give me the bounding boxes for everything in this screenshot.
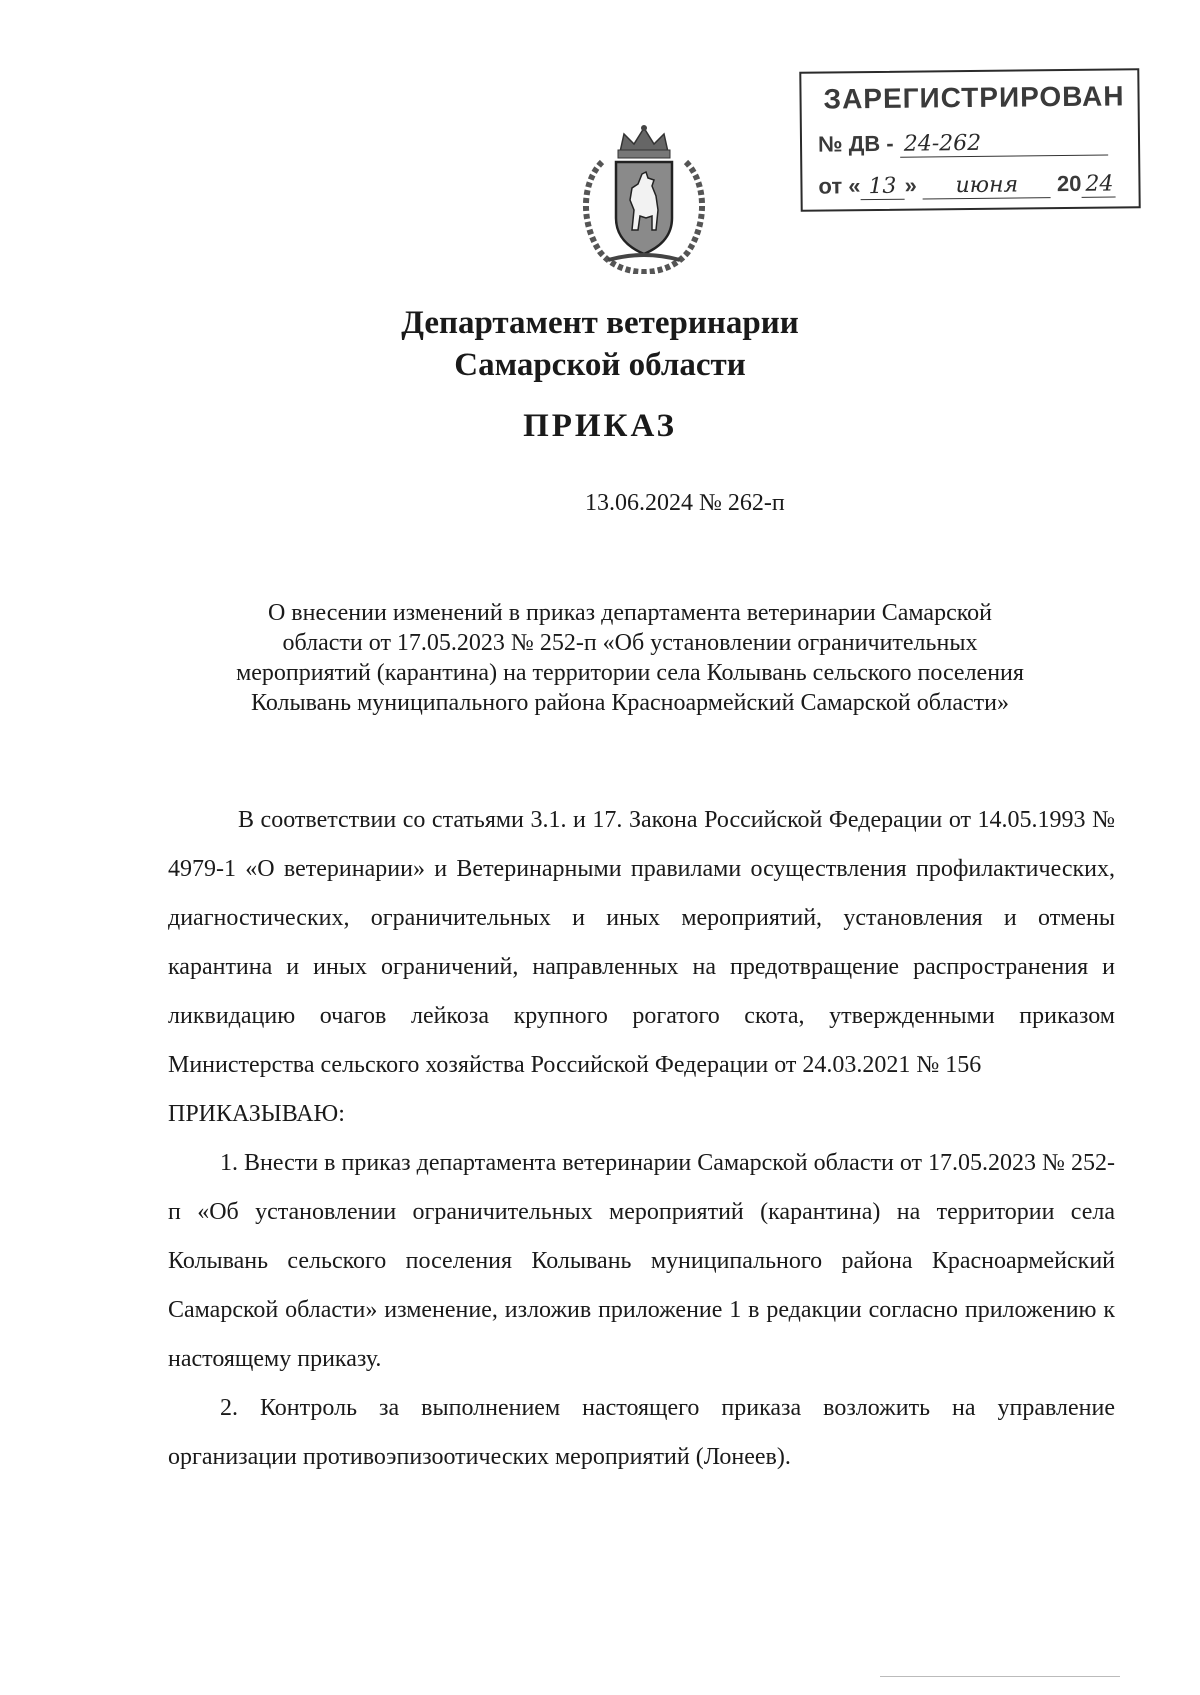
subject-line-3: мероприятий (карантина) на территории села Колывань сельского поселения xyxy=(236,660,1024,686)
stamp-number-value: 24-262 xyxy=(900,130,1108,158)
stamp-month: июня xyxy=(923,172,1051,199)
order-item-1: 1. Внести в приказ департамента ветеринарии Самарской области от 17.05.2023 № 252-п «Об установлении ограничительных мероприятий (карантина) на территории села Колывань сельского поселения Колывань муниципального района Красноармейский Самарской области» изменение, изложив приложение 1 в редакции согласно приложению к настоящему приказу. xyxy=(168,1150,1115,1372)
stamp-title: ЗАРЕГИСТРИРОВАН xyxy=(823,80,1125,115)
subject-line-1: О внесении изменений в приказ департамента ветеринарии Самарской xyxy=(267,600,993,626)
stamp-year-printed: 20 xyxy=(1056,170,1082,197)
document-date-number: 13.06.2024 № 262-п xyxy=(585,490,785,516)
page-bottom-rule xyxy=(880,1676,1120,1677)
subject-line-4: Колывань муниципального района Красноармейский Самарской области» xyxy=(251,690,1009,716)
document-type: ПРИКАЗ xyxy=(523,408,677,444)
subject-line-2: области от 17.05.2023 № 252-п «Об установлении ограничительных xyxy=(282,630,978,656)
document-subject xyxy=(150,598,1110,718)
department-line-1: Департамент ветеринарии xyxy=(401,305,799,341)
stamp-date-prefix: от « xyxy=(818,173,861,199)
stamp-number-line xyxy=(818,129,1108,159)
registration-stamp xyxy=(799,68,1140,212)
department-name xyxy=(0,302,1200,386)
preamble-paragraph: В соответствии со статьями 3.1. и 17. Закона Российской Федерации от 14.05.1993 № 4979-1 «О ветеринарии» и Ветеринарными правилами осуществления профилактических, диагностических, ограничительных и иных мероприятий, установления и отмены карантина и иных ограничений, направленных на предотвращение распространения и ликвидацию очагов лейкоза крупного рогатого скота, утвержденными приказом Министерства сельского хозяйства Российской Федерации от 24.03.2021 № 156 xyxy=(168,807,1115,1078)
stamp-date-line xyxy=(818,170,1115,200)
order-word: ПРИКАЗЫВАЮ: xyxy=(168,1101,345,1127)
stamp-day: 13 xyxy=(860,174,904,200)
stamp-number-prefix: № ДВ - xyxy=(817,130,894,157)
stamp-year-hand: 24 xyxy=(1081,171,1115,197)
department-line-2: Самарской области xyxy=(454,347,746,383)
document-body xyxy=(168,796,1115,1482)
order-item-2: 2. Контроль за выполнением настоящего приказа возложить на управление организации противоэпизоотических мероприятий (Лонеев). xyxy=(168,1395,1115,1470)
stamp-day-close: » xyxy=(904,172,917,198)
samara-coat-of-arms-icon xyxy=(572,122,716,274)
